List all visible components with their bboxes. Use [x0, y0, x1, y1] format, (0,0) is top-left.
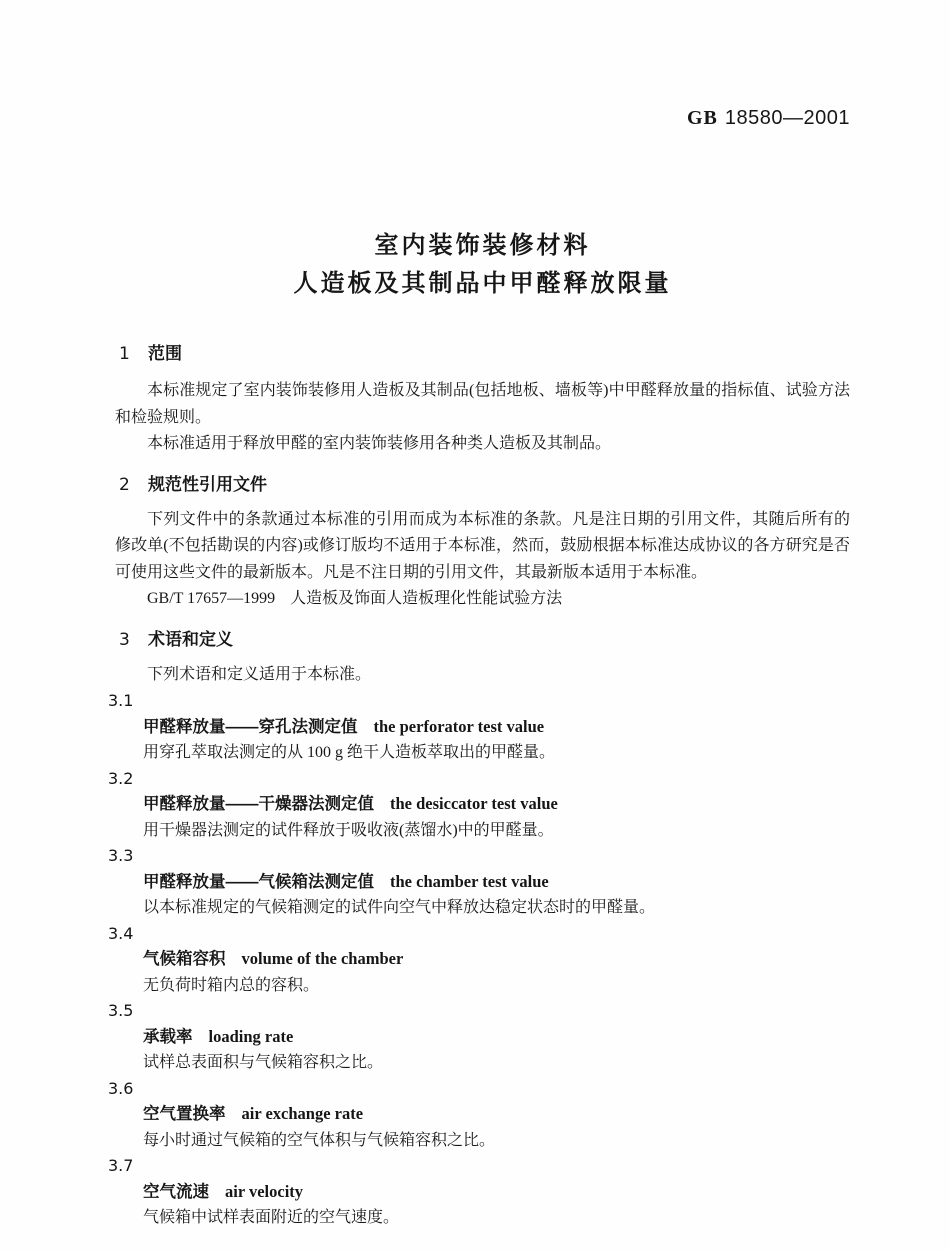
term-definition: 用穿孔萃取法测定的从 100 g 绝干人造板萃取出的甲醛量。	[143, 744, 556, 761]
term-name-zh: 承载率	[143, 1027, 193, 1046]
section-terms-heading	[115, 627, 850, 653]
term-title	[115, 1024, 850, 1051]
standard-number	[115, 107, 850, 133]
term-title	[115, 714, 850, 741]
term-title	[115, 1179, 850, 1206]
reference-entry	[115, 586, 850, 613]
term-name-zh: 甲醛释放量——气候箱法测定值	[143, 872, 374, 891]
section-terms-number: 3	[119, 629, 130, 650]
term-number: 3.5	[108, 1001, 134, 1020]
term-definition: 以本标准规定的气候箱测定的试件向空气中释放达稳定状态时的甲醛量。	[143, 899, 656, 916]
section-references-heading	[115, 472, 850, 498]
term-name-zh: 空气流速	[143, 1182, 209, 1201]
term-number: 3.6	[108, 1078, 134, 1098]
section-references-title: 规范性引用文件	[148, 474, 267, 494]
term-title	[115, 946, 850, 973]
term-title	[115, 791, 850, 818]
section-normative-references	[115, 472, 850, 613]
term-3-6	[108, 1076, 850, 1154]
term-name-en: volume of the chamber	[241, 949, 404, 968]
term-name-en: the perforator test value	[373, 716, 545, 736]
term-name-en: loading rate	[208, 1026, 294, 1046]
scope-paragraph-2: 本标准适用于释放甲醛的室内装饰装修用各种类人造板及其制品。	[147, 435, 612, 452]
term-title	[115, 1101, 850, 1128]
term-title	[115, 869, 850, 896]
term-3-5	[108, 998, 850, 1076]
section-scope-title: 范围	[148, 344, 182, 363]
term-name-en: the chamber test value	[390, 871, 549, 891]
term-3-2	[108, 766, 850, 844]
section-terms-definitions	[108, 627, 850, 1231]
term-name-zh: 气候箱容积	[143, 950, 226, 968]
standard-prefix: GB	[686, 107, 718, 129]
term-number: 3.4	[108, 923, 134, 943]
section-scope-number: 1	[119, 344, 130, 364]
document-title	[115, 227, 850, 303]
term-definition: 气候箱中试样表面附近的空气速度。	[143, 1209, 400, 1226]
term-number: 3.1	[108, 691, 134, 710]
term-3-1	[108, 688, 850, 766]
term-number: 3.3	[108, 846, 134, 865]
section-scope	[115, 341, 850, 458]
term-name-zh: 空气置换率	[143, 1105, 226, 1123]
term-name-zh: 甲醛释放量——干燥器法测定值	[143, 795, 374, 813]
term-name-en: the desiccator test value	[390, 794, 558, 813]
scope-paragraph-1: 本标准规定了室内装饰装修用人造板及其制品(包括地板、墙板等)中甲醛释放量的指标值、试验方法和检验规则。	[115, 382, 850, 426]
term-3-7	[108, 1153, 850, 1231]
document-title-line2: 人造板及其制品中甲醛释放限量	[293, 270, 672, 297]
section-scope-heading	[115, 341, 850, 367]
section-references-number: 2	[119, 474, 130, 495]
section-terms-title: 术语和定义	[148, 629, 233, 649]
term-definition: 每小时通过气候箱的空气体积与气候箱容积之比。	[143, 1131, 496, 1149]
terms-intro: 下列术语和定义适用于本标准。	[147, 665, 372, 683]
reference-title: 人造板及饰面人造板理化性能试验方法	[290, 590, 563, 607]
term-name-en: air exchange rate	[241, 1104, 364, 1123]
reference-code: GB/T 17657—1999	[147, 590, 276, 607]
term-definition: 用干燥器法测定的试件释放于吸收液(蒸馏水)中的甲醛量。	[143, 821, 554, 839]
term-3-4	[108, 921, 850, 999]
document-title-line1: 室内装饰装修材料	[374, 232, 591, 259]
term-definition: 试样总表面积与气候箱容积之比。	[143, 1054, 384, 1071]
term-3-3	[108, 843, 850, 921]
references-paragraph: 下列文件中的条款通过本标准的引用而成为本标准的条款。凡是注日期的引用文件，其随后所有的修改单(不包括勘误的内容)或修订版均不适用于本标准，然而，鼓励根据本标准达成协议的各方研究是否可使用这些文件的最新版本。凡是不注日期的引用文件，其最新版本适用于本标准。	[115, 510, 850, 581]
term-name-zh: 甲醛释放量——穿孔法测定值	[143, 717, 358, 736]
standard-code: 18580—2001	[724, 107, 850, 129]
term-definition: 无负荷时箱内总的容积。	[143, 976, 320, 994]
term-name-en: air velocity	[225, 1181, 304, 1201]
term-number: 3.7	[108, 1156, 134, 1175]
term-number: 3.2	[108, 768, 134, 788]
